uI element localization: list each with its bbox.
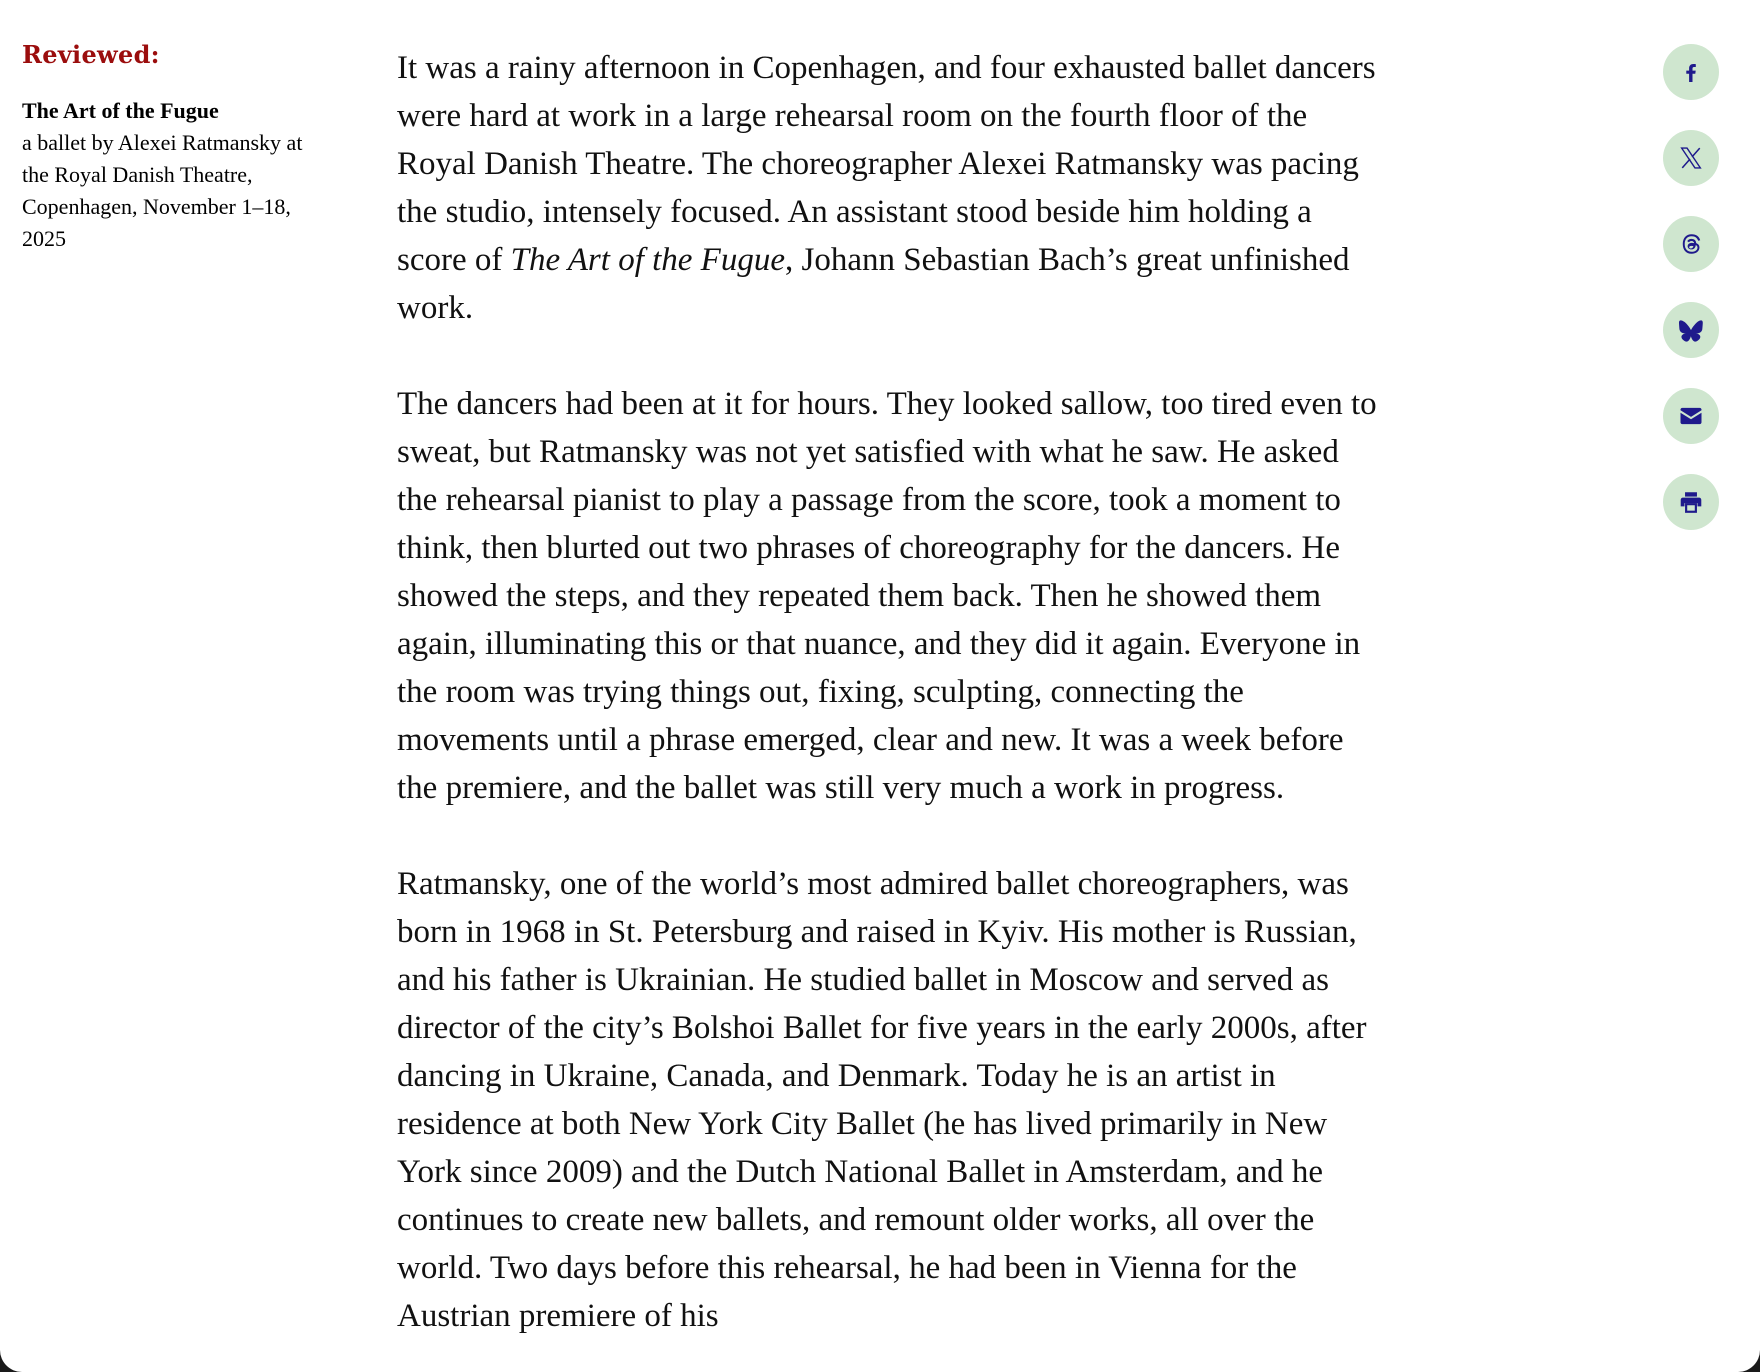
share-bluesky-button[interactable] (1663, 302, 1719, 358)
article-paragraph-1 (397, 44, 1377, 332)
article-paragraph-3: Ratmansky, one of the world’s most admired ballet choreographers, was born in 1968 in St. Petersburg and raised in Kyiv. His mother is Russian, and his father is Ukrainian. He studied ballet in Moscow and served as director of the city’s Bolshoi Ballet for five years in the early 2000s, after dancing in Ukraine, Canada, and Denmark. Today he is an artist in residence at both New York City Ballet (he has lived primarily in New York since 2009) and the Dutch National Ballet in Amsterdam, and he continues to create new ballets, and remount older works, all over the world. Two days before this rehearsal, he had been in Vienna for the Austrian premiere of his (397, 866, 1367, 1334)
p1-italic-title: The Art of the Fugue (510, 242, 785, 278)
p1-text-before: It was a rainy afternoon in Copenhagen, and four exhausted ballet dancers were hard at work in a large rehearsal room on the fourth floor of the Royal Danish Theatre. The choreographer Alexei Ratmansky was pacing the studio, intensely focused. An assistant stood beside him holding a score of (397, 50, 1376, 278)
bluesky-icon (1677, 316, 1705, 344)
x-icon (1677, 144, 1705, 172)
threads-icon (1678, 231, 1704, 257)
share-bar (1663, 44, 1719, 560)
work-details: a ballet by Alexei Ratmansky at the Royal Danish Theatre, Copenhagen, November 1–18, 2025 (22, 130, 303, 251)
print-button[interactable] (1663, 474, 1719, 530)
share-threads-button[interactable] (1663, 216, 1719, 272)
share-facebook-button[interactable] (1663, 44, 1719, 100)
article-body (397, 44, 1377, 1372)
work-title: The Art of the Fugue (22, 98, 219, 123)
share-x-button[interactable] (1663, 130, 1719, 186)
email-icon (1677, 402, 1705, 430)
review-sidebar (22, 40, 332, 255)
print-icon (1678, 489, 1704, 515)
share-email-button[interactable] (1663, 388, 1719, 444)
p1-text-after: , Johann Sebastian Bach’s great unfinished work. (397, 242, 1350, 326)
facebook-icon (1679, 60, 1703, 84)
reviewed-label: Reviewed: (22, 40, 160, 69)
article-paragraph-2: The dancers had been at it for hours. They looked sallow, too tired even to sweat, but Ratmansky was not yet satisfied with what he saw. He asked the rehearsal pianist to play a passage from the score, took a moment to think, then blurted out two phrases of choreography for the dancers. He showed the steps, and they repeated them back. Then he showed them again, illuminating this or that nuance, and they did it again. Everyone in the room was trying things out, fixing, sculpting, connecting the movements until a phrase emerged, clear and new. It was a week before the premiere, and the ballet was still very much a work in progress. (397, 386, 1377, 806)
